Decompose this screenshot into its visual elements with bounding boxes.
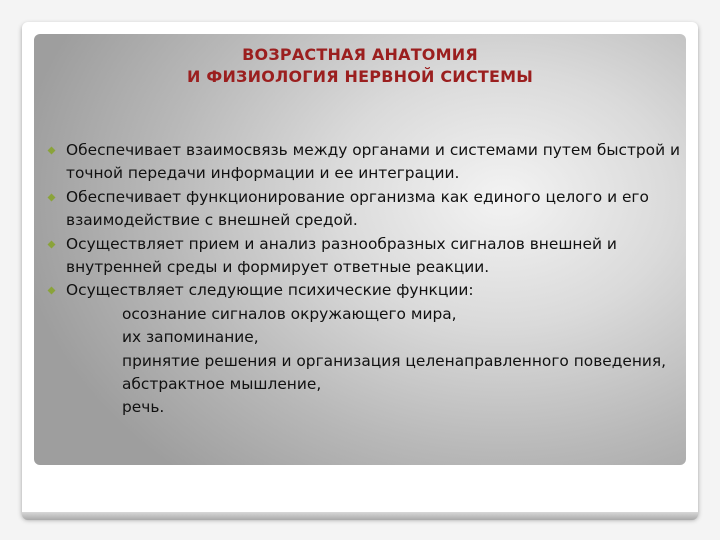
slide-title: [34, 44, 686, 88]
sub-item: их запоминание,: [122, 328, 259, 347]
bullet-text: Обеспечивает функционирование организма как единого целого и его взаимодействие с внешней средой.: [66, 187, 649, 230]
sub-item: принятие решения и организация целенаправленного поведения,: [122, 351, 667, 370]
diamond-bullet-icon: [48, 193, 56, 201]
diamond-bullet-icon: [48, 147, 56, 155]
slide-bottom-strip: [22, 512, 698, 520]
bullet-item: [0, 279, 696, 419]
diamond-bullet-icon: [48, 240, 56, 248]
bullet-list: [0, 139, 720, 420]
bullet-text: Обеспечивает взаимосвязь между органами и системами путем быстрой и точной передачи информации и ее интеграции.: [66, 141, 680, 183]
bullet-text: Осуществляет прием и анализ разнообразных сигналов внешней и внутренней среды и формирует ответные реакции.: [66, 234, 617, 277]
bullet-item: [0, 233, 696, 280]
sub-item: осознание сигналов окружающего мира,: [122, 304, 457, 323]
bullet-text: Осуществляет следующие психические функции:: [66, 281, 474, 300]
sub-item: речь.: [122, 398, 165, 417]
sub-item: абстрактное мышление,: [122, 375, 322, 394]
title-line-2: И ФИЗИОЛОГИЯ НЕРВНОЙ СИСТЕМЫ: [187, 67, 533, 86]
title-line-1: ВОЗРАСТНАЯ АНАТОМИЯ: [242, 45, 478, 64]
diamond-bullet-icon: [48, 287, 56, 295]
bullet-item: [0, 186, 696, 233]
functions-sublist: [66, 303, 696, 420]
bullet-item: [0, 139, 696, 186]
